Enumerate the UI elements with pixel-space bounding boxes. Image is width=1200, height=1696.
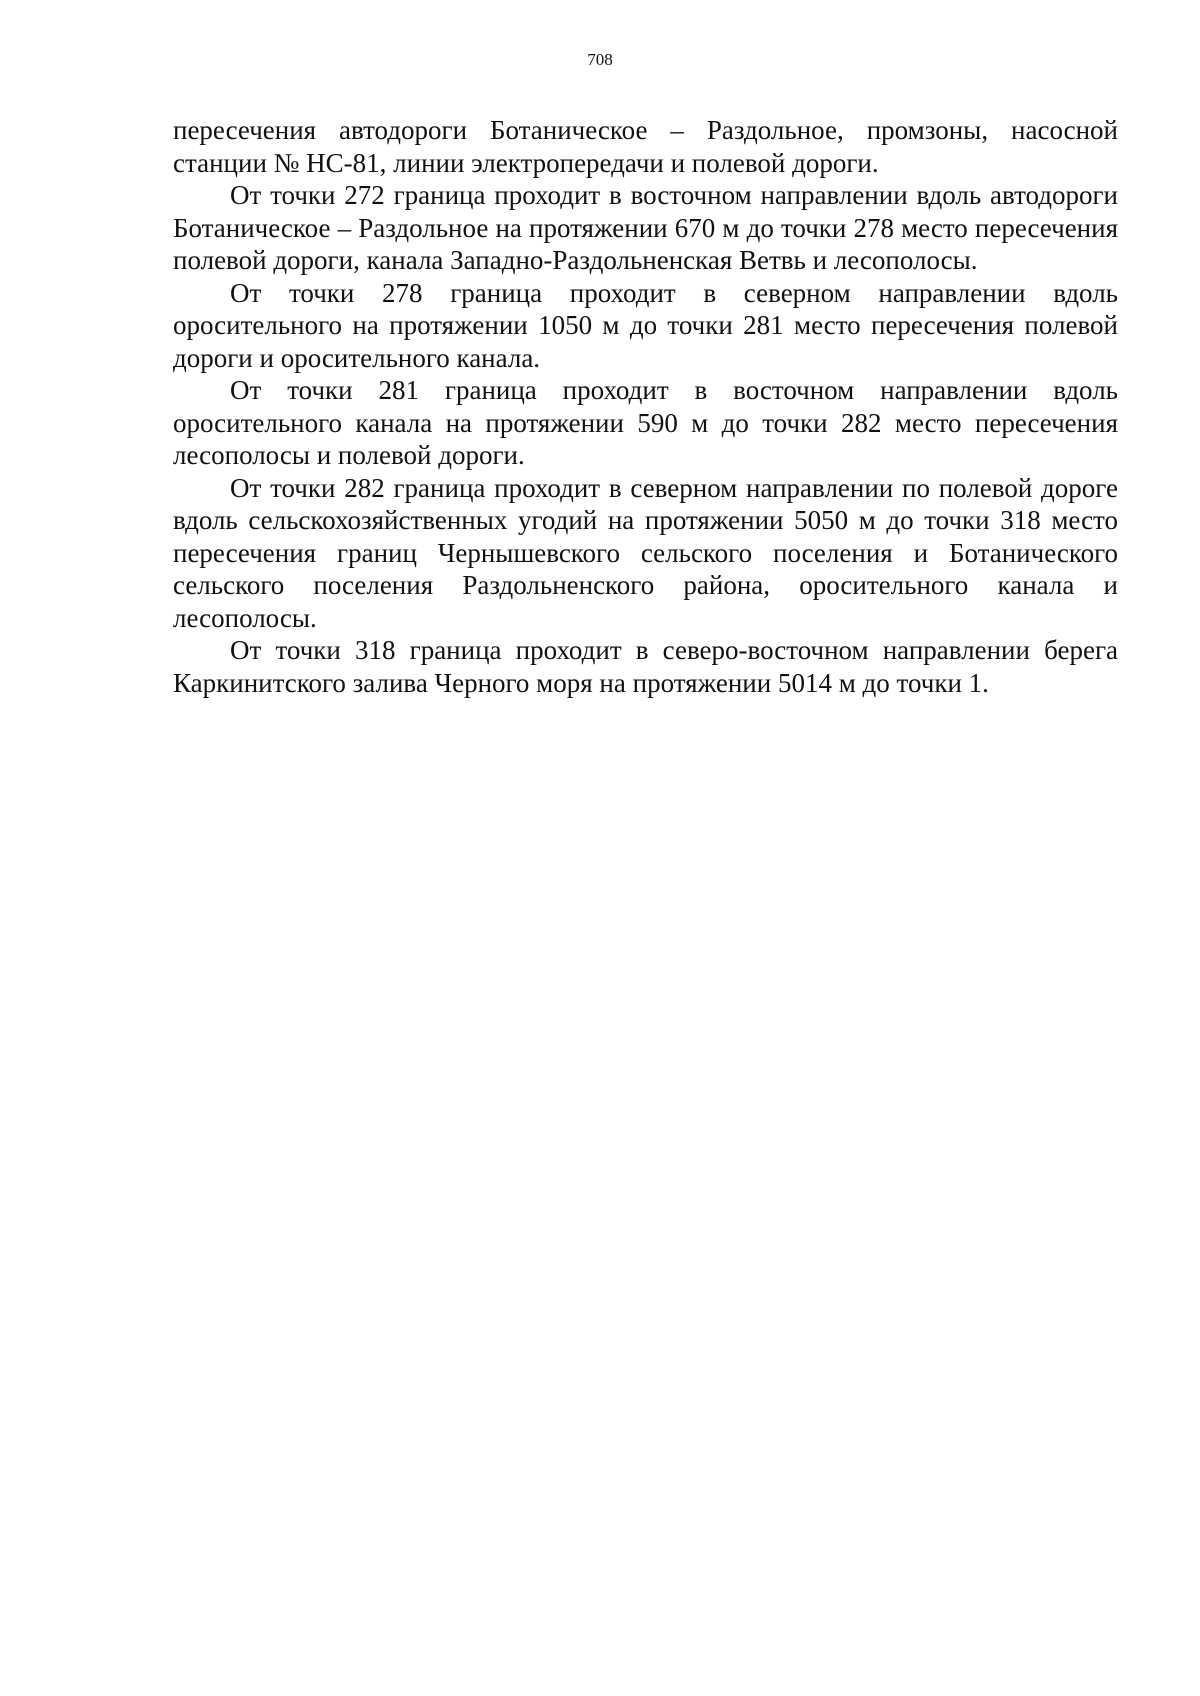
page-number: 708 [587, 50, 613, 69]
paragraph-point-318: От точки 318 граница проходит в северо-восточном направлении берега Каркинитского залива Черного моря на протяжении 5014 м до точки 1. [173, 635, 1118, 698]
paragraph-point-281: От точки 281 граница проходит в восточном направлении вдоль оросительного канала на протяжении 590 м до точки 282 место пересечения лесополосы и полевой дороги. [173, 375, 1118, 470]
paragraph-point-272: От точки 272 граница проходит в восточном направлении вдоль автодороги Ботаническое – Раздольное на протяжении 670 м до точки 278 место пересечения полевой дороги, канала Западно-Раздольненская Ветвь и лесополосы. [173, 180, 1118, 275]
document-body [173, 114, 1118, 699]
paragraph-point-282: От точки 282 граница проходит в северном направлении по полевой дороге вдоль сельскохозяйственных угодий на протяжении 5050 м до точки 318 место пересечения границ Чернышевского сельского поселения и Ботанического сельского поселения Раздольненского района, оросительного канала и лесополосы. [173, 472, 1118, 633]
paragraph-point-278: От точки 278 граница проходит в северном направлении вдоль оросительного на протяжении 1050 м до точки 281 место пересечения полевой дороги и оросительного канала. [173, 277, 1118, 373]
paragraph-continuation: пересечения автодороги Ботаническое – Раздольное, промзоны, насосной станции № НС-81, линии электропередачи и полевой дороги. [173, 115, 1118, 178]
